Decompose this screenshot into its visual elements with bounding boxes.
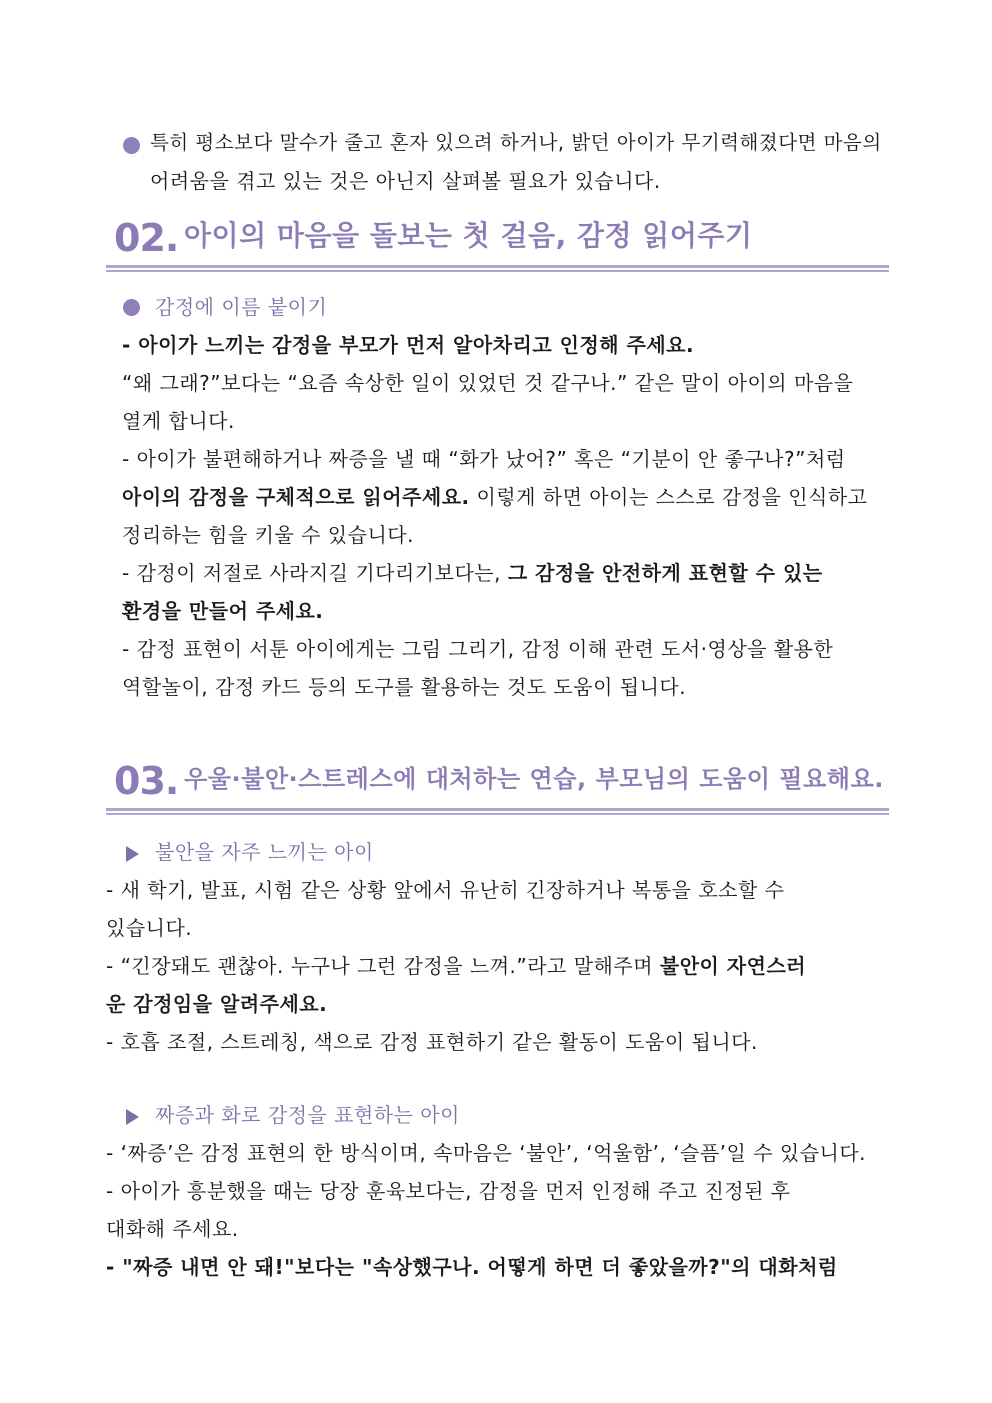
triangle-bullet-icon	[126, 1109, 139, 1125]
section-03-title: 우울·불안·스트레스에 대처하는 연습, 부모님의 도움이 필요해요.	[184, 765, 884, 793]
triangle-bullet-icon	[126, 846, 139, 862]
section-03-s1-line5: - 호흡 조절, 스트레칭, 색으로 감정 표현하기 같은 활동이 도움이 됩니다.	[106, 1030, 758, 1054]
intro-line-2: 어려움을 겪고 있는 것은 아닌지 살펴볼 필요가 있습니다.	[150, 169, 661, 193]
intro-line-1: 특히 평소보다 말수가 줄고 혼자 있으려 하거나, 밝던 아이가 무기력해졌다면 마음의	[150, 131, 882, 154]
section-03-rule	[106, 808, 889, 811]
section-02-p1: - 아이가 느끼는 감정을 부모가 먼저 알아차리고 인정해 주세요.	[122, 333, 695, 357]
section-02-p4-line1	[122, 559, 823, 587]
section-02-p3-line3: 정리하는 힘을 키울 수 있습니다.	[122, 523, 414, 547]
section-03-rule-thin	[106, 813, 889, 815]
section-02-p4-line2: 환경을 만들어 주세요.	[122, 599, 324, 623]
section-03-subheading-2: 짜증과 화로 감정을 표현하는 아이	[155, 1103, 460, 1127]
section-02-p4-emphasis: 그 감정을 안전하게 표현할 수 있는	[507, 561, 823, 585]
section-02-p2-line2: 열게 합니다.	[122, 409, 235, 433]
section-03-s2-line3: 대화해 주세요.	[106, 1217, 239, 1241]
section-02-p3-rest: 이렇게 하면 아이는 스스로 감정을 인식하고	[469, 485, 868, 509]
section-02-title: 아이의 마음을 돌보는 첫 걸음, 감정 읽어주기	[184, 219, 753, 252]
section-02-p3-line2	[122, 483, 868, 511]
section-03-s1-line3	[106, 952, 806, 980]
section-02-p2-line1: “왜 그래?”보다는 “요즘 속상한 일이 있었던 것 같구나.” 같은 말이 아이의 마음을	[122, 371, 854, 395]
section-02-rule-thin	[106, 270, 889, 272]
section-03-s2-line4: - "짜증 내면 안 돼!"보다는 "속상했구나. 어떻게 하면 더 좋았을까?"의 대화처럼	[106, 1255, 838, 1279]
bullet-dot-icon	[123, 137, 140, 154]
section-02-subheading: 감정에 이름 붙이기	[155, 295, 328, 319]
section-03-s1-emphasis: 불안이 자연스러	[659, 954, 807, 978]
section-03-s2-line1: - ‘짜증’은 감정 표현의 한 방식이며, 속마음은 ‘불안’, ‘억울함’, ‘슬픔’일 수 있습니다.	[106, 1141, 867, 1165]
subheading-dot-icon	[123, 299, 140, 316]
section-03-number: 03.	[114, 759, 179, 803]
section-02-p3-emphasis: 아이의 감정을 구체적으로 읽어주세요.	[122, 485, 470, 509]
section-03-s1-line4: 운 감정임을 알려주세요.	[106, 992, 328, 1016]
section-02-p4-plain: - 감정이 저절로 사라지길 기다리기보다는,	[122, 561, 508, 585]
section-03-s1-plain: - “긴장돼도 괜찮아. 누구나 그런 감정을 느껴.”라고 말해주며	[106, 954, 660, 978]
section-03-s2-line2: - 아이가 흥분했을 때는 당장 훈육보다는, 감정을 먼저 인정해 주고 진정된 후	[106, 1179, 791, 1203]
section-02-p5-line2: 역할놀이, 감정 카드 등의 도구를 활용하는 것도 도움이 됩니다.	[122, 675, 687, 699]
section-02-number: 02.	[114, 216, 179, 260]
section-02-p5-line1: - 감정 표현이 서툰 아이에게는 그림 그리기, 감정 이해 관련 도서·영상을 활용한	[122, 637, 834, 661]
section-02-rule	[106, 265, 889, 268]
section-02-p3-line1: - 아이가 불편해하거나 짜증을 낼 때 “화가 났어?” 혹은 “기분이 안 좋구나?”처럼	[122, 447, 846, 471]
section-03-subheading-1: 불안을 자주 느끼는 아이	[155, 840, 374, 864]
section-03-s1-line1: - 새 학기, 발표, 시험 같은 상황 앞에서 유난히 긴장하거나 복통을 호소할 수	[106, 878, 785, 902]
section-03-s1-line2: 있습니다.	[106, 916, 193, 940]
